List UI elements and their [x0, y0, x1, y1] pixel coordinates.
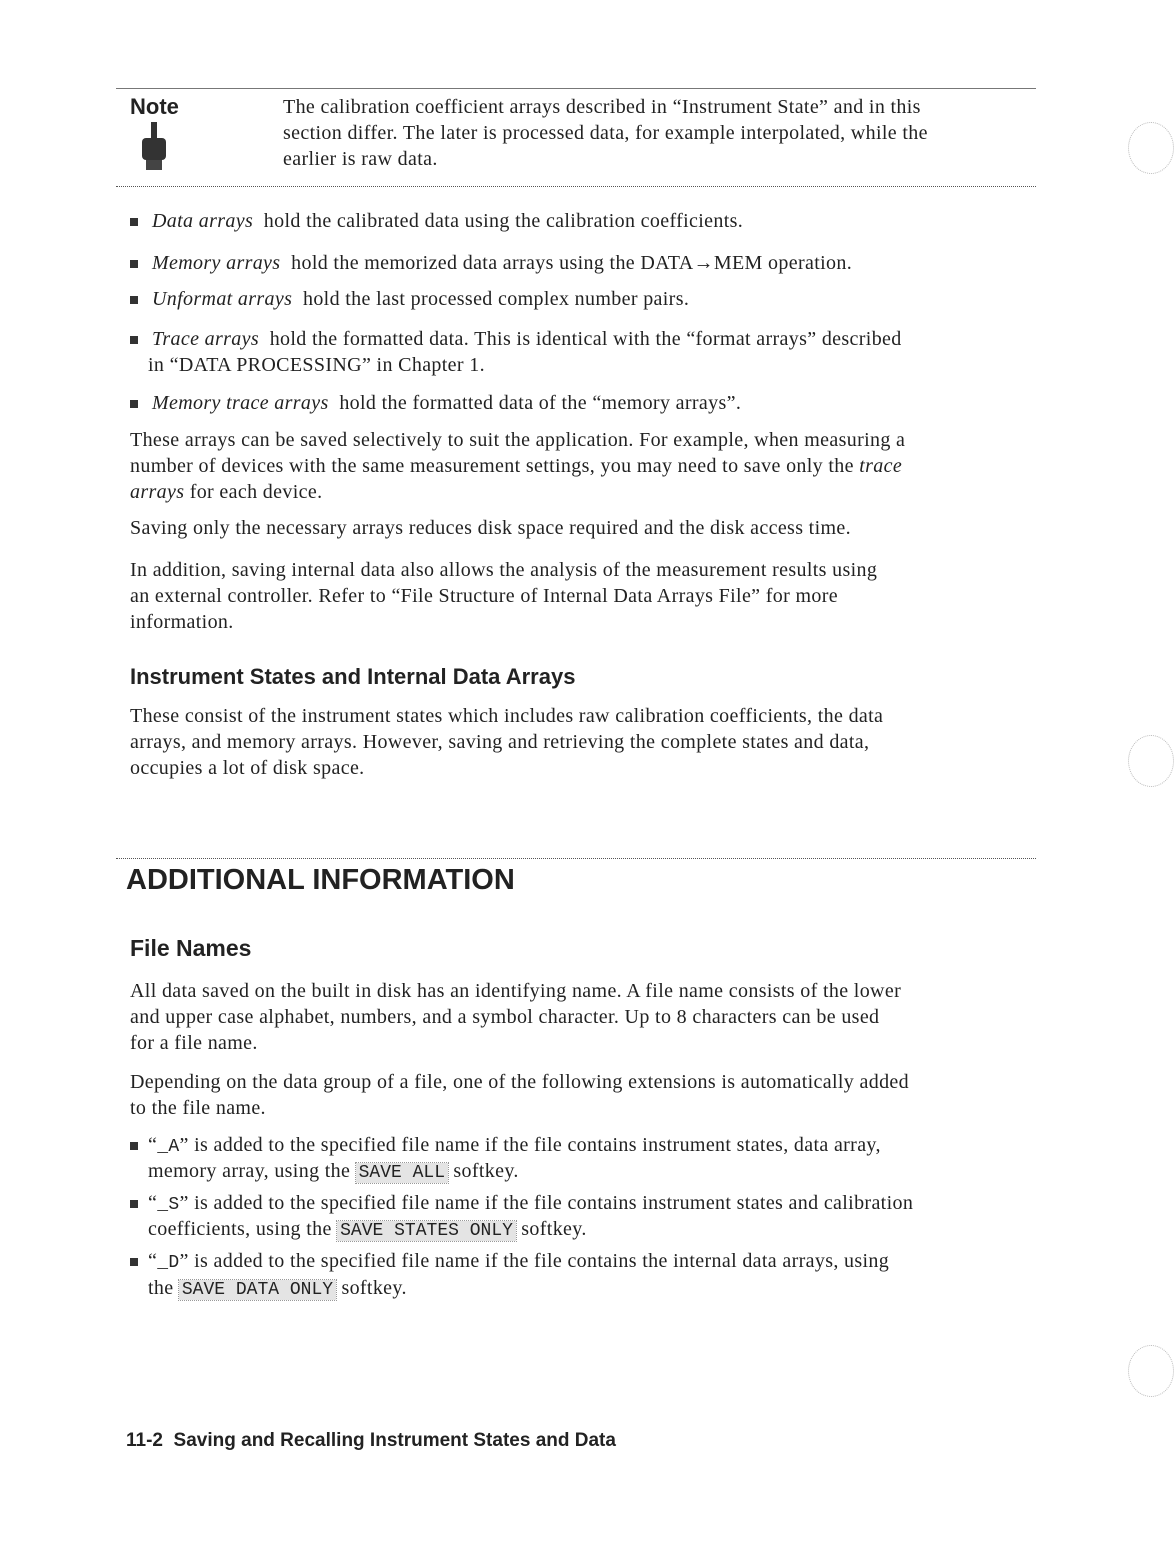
- softkey-save-data-only: SAVE DATA ONLY: [179, 1280, 336, 1300]
- subheading-file-names: File Names: [130, 935, 252, 961]
- paragraph-saving: Saving only the necessary arrays reduces disk space required and the disk access time.: [130, 517, 851, 539]
- list-item: “_A” is added to the specified file name if the file contains instrument states, data array,: [148, 1134, 881, 1157]
- list-item: Unformat arrays hold the last processed complex number pairs.: [152, 288, 690, 310]
- binder-hole-icon: [1128, 735, 1174, 787]
- list-item: Memory trace arrays hold the formatted data of the “memory arrays”.: [152, 392, 742, 414]
- footer-title: Saving and Recalling Instrument States and Data: [173, 1430, 616, 1451]
- bullet-icon: [130, 1200, 138, 1208]
- section-heading-instrument-states: Instrument States and Internal Data Arrays: [130, 664, 576, 689]
- pointing-hand-icon: [140, 122, 168, 175]
- bullet-icon: [130, 1258, 138, 1266]
- bullet-icon: [130, 400, 138, 408]
- note-label: Note: [130, 94, 179, 119]
- list-item: Memory arrays hold the memorized data arrays using the DATA→MEM operation.: [152, 252, 853, 274]
- list-item: “_D” is added to the specified file name if the file contains the internal data arrays, using: [148, 1250, 890, 1273]
- bullet-icon: [130, 260, 138, 268]
- binder-hole-icon: [1128, 1345, 1174, 1397]
- softkey-save-states-only: SAVE STATES ONLY: [337, 1221, 516, 1241]
- bullet-icon: [130, 296, 138, 304]
- page-footer: [126, 1430, 616, 1452]
- chapter-section-heading: ADDITIONAL INFORMATION: [126, 864, 515, 896]
- bullet-icon: [130, 218, 138, 226]
- section-rule: [116, 858, 1036, 859]
- binder-hole-icon: [1128, 122, 1174, 174]
- note-top-rule: [116, 88, 1036, 89]
- note-bottom-rule: [116, 186, 1036, 187]
- list-item: “_S” is added to the specified file name if the file contains instrument states and calibration: [148, 1192, 914, 1215]
- bullet-icon: [130, 336, 138, 344]
- list-item: Data arrays hold the calibrated data using the calibration coefficients.: [152, 210, 744, 232]
- softkey-save-all: SAVE ALL: [356, 1163, 448, 1183]
- page-number: 11-2: [126, 1430, 163, 1451]
- bullet-icon: [130, 1142, 138, 1150]
- list-item: Trace arrays hold the formatted data. This is identical with the “format arrays” described: [152, 328, 902, 350]
